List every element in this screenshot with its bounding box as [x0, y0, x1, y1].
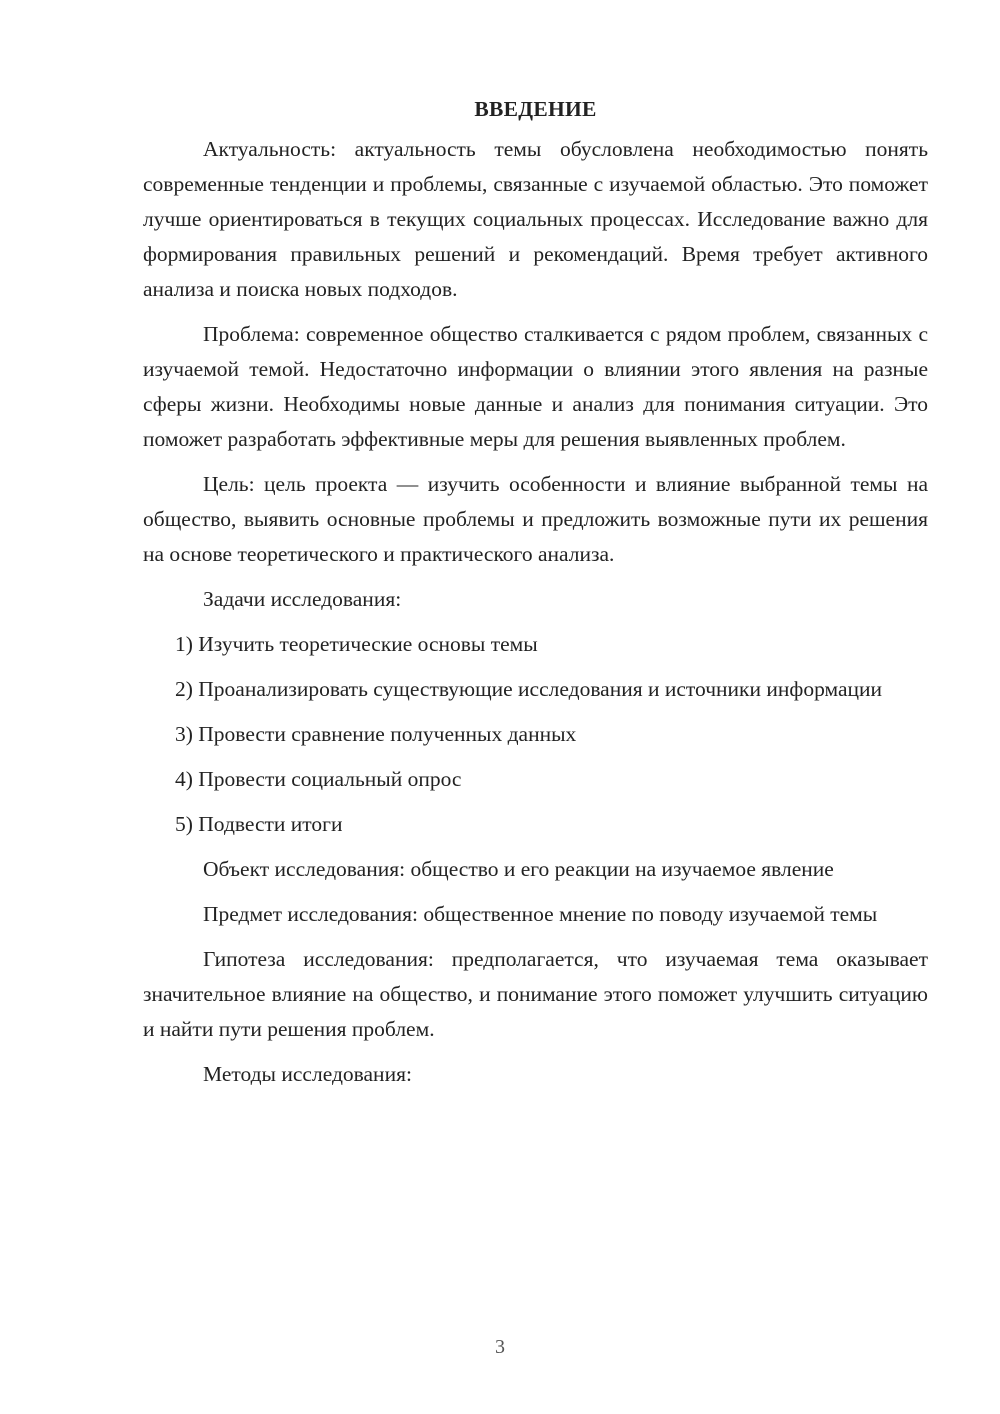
subject-paragraph: Предмет исследования: общественное мнение по поводу изучаемой темы: [203, 902, 878, 926]
task-item-3: 3) Провести сравнение полученных данных: [175, 722, 577, 746]
task-item-5: 5) Подвести итоги: [175, 812, 343, 836]
page-number: 3: [495, 1336, 505, 1358]
task-item-2: 2) Проанализировать существующие исследования и источники информации: [175, 677, 883, 701]
tasks-heading: Задачи исследования:: [203, 587, 402, 611]
task-item-1: 1) Изучить теоретические основы темы: [175, 632, 538, 656]
page-content: [143, 92, 928, 1102]
task-item-4: 4) Провести социальный опрос: [175, 767, 462, 791]
object-paragraph: Объект исследования: общество и его реакции на изучаемое явление: [203, 857, 834, 881]
methods-heading: Методы исследования:: [203, 1062, 412, 1086]
relevance-paragraph: Актуальность: актуальность темы обусловлена необходимостью понять современные тенденции и проблемы, связанные с изучаемой областью. Это поможет лучше ориентироваться в текущих социальных процессах. Исследование важно для формирования правильных решений и рекомендаций. Время требует активного анализа и поиска новых подходов.: [143, 137, 928, 301]
goal-paragraph: Цель: цель проекта — изучить особенности и влияние выбранной темы на общество, выявить основные проблемы и предложить возможные пути их решения на основе теоретического и практического анализа.: [143, 472, 928, 566]
page-title: ВВЕДЕНИЕ: [474, 97, 597, 121]
problem-paragraph: Проблема: современное общество сталкивается с рядом проблем, связанных с изучаемой темой. Недостаточно информации о влиянии этого явления на разные сферы жизни. Необходимы новые данные и анализ для понимания ситуации. Это поможет разработать эффективные меры для решения выявленных проблем.: [143, 322, 928, 451]
hypothesis-paragraph: Гипотеза исследования: предполагается, что изучаемая тема оказывает значительное влияние на общество, и понимание этого поможет улучшить ситуацию и найти пути решения проблем.: [143, 947, 928, 1041]
